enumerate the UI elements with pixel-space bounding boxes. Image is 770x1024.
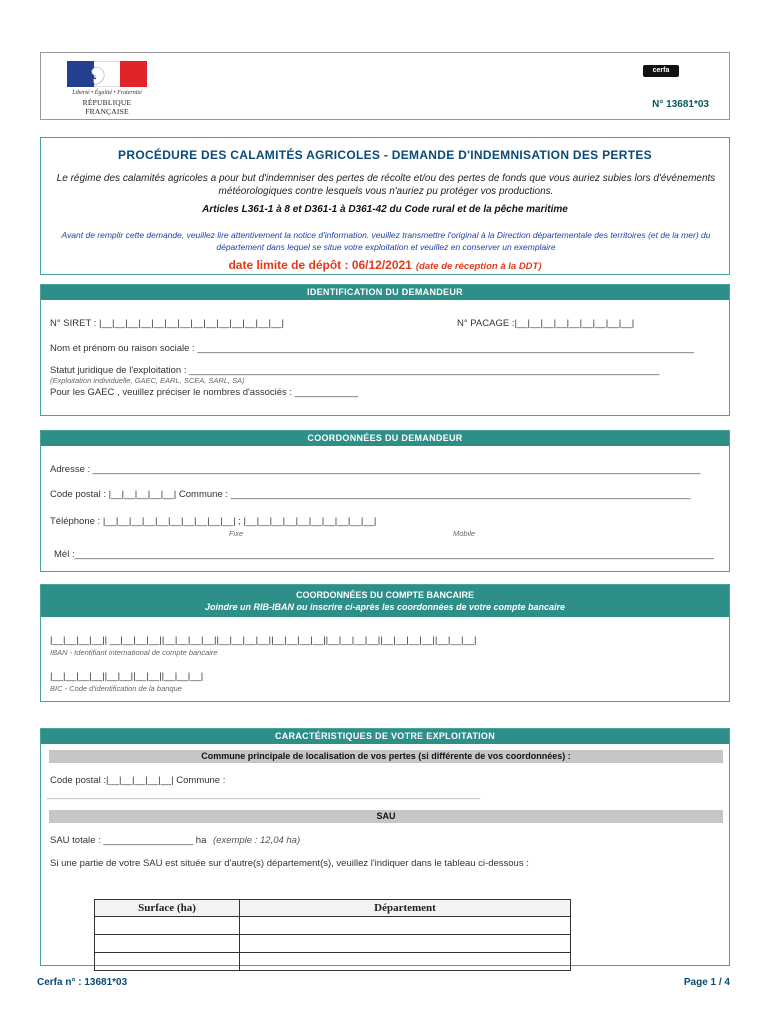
marianne-logo [63,61,151,115]
deadline [41,258,729,272]
statut-hint: (Exploitation individuelle, GAEC, EARL, SCEA, SARL, SA) [50,376,245,385]
siret-field[interactable]: N° SIRET : |__|__|__|__|__|__|__|__|__|__|__|__|__|__| [50,318,284,329]
table-row [95,953,571,971]
banque-subtitle: Joindre un RIB-IBAN ou inscrire ci-après les coordonnées de votre compte bancaire [204,602,566,612]
section-title [41,585,729,617]
intro-text: Le régime des calamités agricoles a pour but d'indemniser des pertes de récolte et/ou des pertes de fonds que vous auriez subies lors d'événements météorologiques contre lesquels vous n'auriez pu protéger vos productions. [56,173,716,197]
mel-field[interactable]: Mél :_________________________________________________________________________________________________________________________ [54,549,714,560]
mobile-label: Mobile [453,529,476,538]
surface-cell[interactable] [95,917,240,935]
sau-exemple: (exemple : 12,04 ha) [213,835,301,846]
nom-field[interactable]: Nom et prénom ou raison sociale : ______________________________________________________________________________________________ [50,343,694,354]
banque-title: COORDONNÉES DU COMPTE BANCAIRE [295,590,474,600]
deadline-subtext: (date de réception à la DDT) [415,261,542,272]
republic-label: RÉPUBLIQUE FRANÇAISE [82,98,132,116]
table-header-surface: Surface (ha) [95,900,240,917]
intro-box [40,137,730,275]
sau-totale-field[interactable] [50,835,300,846]
adresse-field[interactable]: Adresse : ___________________________________________________________________________________________________________________ [50,464,701,475]
form-number: N° 13681*03 [652,99,709,110]
departement-cell[interactable] [240,953,571,971]
code-postal-field[interactable]: Code postal : |__|__|__|__|__| Commune : _______________________________________________________________________________________ [50,489,691,500]
iban-field[interactable]: |__|__|__|__|| __|__|__|__||__|__|__|__||__|__|__|__||__|__|__|__||__|__|__|__||__|__|__|__||__|__|__| [50,635,477,646]
surface-cell[interactable] [95,953,240,971]
footer-page: Page 1 / 4 [683,977,730,988]
sau-totale-label: SAU totale : _________________ ha [50,835,207,846]
sau-bar: SAU [49,810,723,823]
exploitation-section [40,728,730,966]
bic-hint: BIC - Code d'identification de la banque [50,684,182,693]
banque-section [40,584,730,702]
page-title: PROCÉDURE DES CALAMITÉS AGRICOLES - DEMANDE D'INDEMNISATION DES PERTES [118,148,652,162]
exploitation-code-postal-field[interactable]: Code postal :|__|__|__|__|__| Commune : [50,775,226,786]
identification-section [40,284,730,416]
bic-field[interactable]: |__|__|__|__||__|__||__|__||__|__|__| [50,671,204,682]
table-row [95,917,571,935]
coordonnees-section [40,430,730,572]
footer-cerfa: Cerfa n° : 13681*03 [37,977,128,988]
telephone-field[interactable]: Téléphone : |__|__|__|__|__|__|__|__|__|__| ; |__|__|__|__|__|__|__|__|__|__| [50,516,377,527]
departement-cell[interactable] [240,935,571,953]
sau-partie-text: Si une partie de votre SAU est située sur d'autre(s) département(s), veuillez l'indiquer dans le tableau ci-dessous : [50,858,529,869]
iban-hint: IBAN - Identifiant international de compte bancaire [50,648,218,657]
commune-bar: Commune principale de localisation de vos pertes (si différente de vos coordonnées) : [49,750,723,763]
deadline-date: date limite de dépôt : 06/12/2021 [228,258,412,272]
commune-line[interactable]: __________________________________________________________________________________ [47,789,481,800]
gaec-field[interactable]: Pour les GAEC , veuillez préciser le nombres d'associés : ____________ [50,387,359,398]
header-box [40,52,730,120]
cerfa-logo: cerfa [643,65,679,77]
sau-table [94,899,571,971]
statut-field[interactable]: Statut juridique de l'exploitation : _________________________________________________________________________________________ [50,365,660,376]
articles-reference: Articles L361-1 à 8 et D361-1 à D361-42 du Code rural et de la pêche maritime [202,204,568,215]
section-title: CARACTÉRISTIQUES DE VOTRE EXPLOITATION [41,729,729,744]
surface-cell[interactable] [95,935,240,953]
fixe-label: Fixe [229,529,244,538]
notice-text: Avant de remplir cette demande, veuillez lire attentivement la notice d'information. veuillez transmettre l'original à la Direction départementale des territoires (et de la mer) du département dans lequel se situe votre exploitation et veuillez en conserver un exemplaire [61,230,711,252]
section-title: IDENTIFICATION DU DEMANDEUR [41,285,729,300]
table-header-departement: Département [240,900,571,917]
marianne-icon [81,65,111,87]
pacage-field[interactable]: N° PACAGE :|__|__|__|__|__|__|__|__|__| [457,318,635,329]
table-row [95,935,571,953]
departement-cell[interactable] [240,917,571,935]
motto: Liberté • Égalité • Fraternité [72,90,142,96]
section-title: COORDONNÉES DU DEMANDEUR [41,431,729,446]
